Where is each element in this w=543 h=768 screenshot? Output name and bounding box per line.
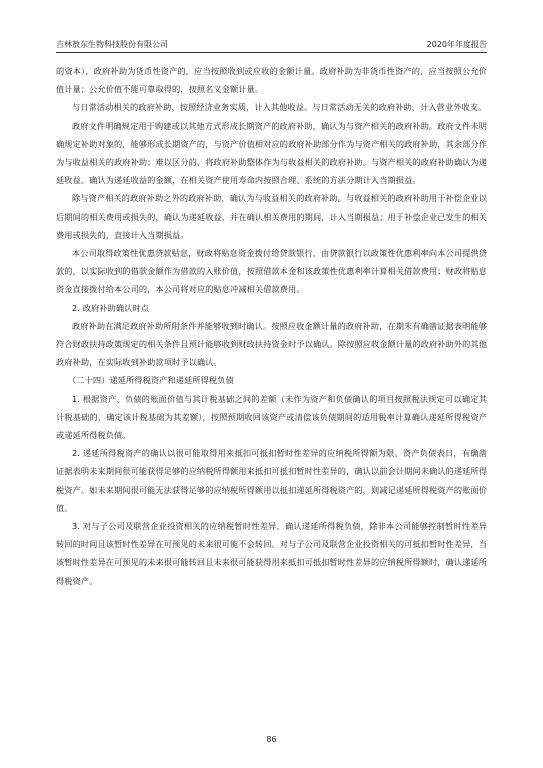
header-report-title: 2020年年度报告 [426,40,487,49]
paragraph: 与日常活动相关的政府补助，按照经济业务实质，计入其他收益。与日常活动无关的政府补助，计入营业外收支。 [72,102,487,113]
paragraph: 政府文件明确规定用于购建或以其他方式形成长期资产的政府补助，确认为与资产相关的政府补助。政府文件未明确规定补助对象的，能够形成长期资产的，与资产价值相对应的政府补助部分作为与资产相关的政府补助，其余部分作为与收益相关的政府补助；难以区分的，将政府补助整体作为与收益相关的政府补助。与资产相关的政府补助确认为递延收益。确认为递延收益的金额，在相关资产使用寿命内按照合理、系统的方法分期计入当期损益。 [56,120,487,186]
document-body [56,62,487,590]
header-company-name: 吉林敖东生物科技股份有限公司 [56,40,168,49]
page-header [56,36,487,53]
paragraph: 本公司取得政策性优惠贷款贴息，财政将贴息资金拨付给贷款银行，由贷款银行以政策性优惠利率向本公司提供贷款的，以实际收到的借款金额作为借款的入账价值，按照借款本金和该政策性优惠利率计算相关借款费用；财政将贴息资金直接拨付给本公司的，本公司将对应的贴息冲减相关借款费用。 [56,248,487,295]
page-number: 86 [266,735,277,744]
paragraph: 2. 政府补助确认时点 [72,302,150,313]
section-heading: （二十四）递延所得税资产和递延所得税负债 [68,375,234,386]
paragraph: 1. 根据资产、负债的账面价值与其计税基础之间的差额（未作为资产和负债确认的项目按照税法规定可以确定其计税基础的，确定该计税基础为其差额），按照预期收回该资产或清偿该负债期间的适用税率计算确认递延所得税资产或递延所得税负债。 [56,393,487,441]
paragraph: 2. 递延所得税资产的确认以很可能取得用来抵扣可抵扣暂时性差异的应纳税所得额为限。资产负债表日，有确凿证据表明未来期间很可能获得足够的应纳税所得额用来抵扣可抵扣暂时性差异的，确认以前会计期间未确认的递延所得税资产。如未来期间很可能无法获得足够的应纳税所得额用以抵扣递延所得税资产的，则减记递延所得税资产的账面价值。 [56,448,487,513]
paragraph: 的资本），政府补助为货币性资产的，应当按照收到或应收的金额计量。政府补助为非货币性资产的，应当按照公允价值计量；公允价值不能可靠取得的，按照名义金额计量。 [56,66,487,95]
paragraph: 除与资产相关的政府补助之外的政府补助，确认为与收益相关的政府补助。与收益相关的政府补助用于补偿企业以后期间的相关费用或损失的，确认为递延收益，并在确认相关费用的期间，计入当期损益；用于补偿企业已发生的相关费用或损失的，直接计入当期损益。 [56,193,487,240]
paragraph: 3. 对与子公司及联营企业投资相关的应纳税暂时性差异，确认递延所得税负债，除非本公司能够控制暂时性差异转回的时间且该暂时性差异在可预见的未来很可能不会转回。对与子公司及联营企业投资相关的可抵扣暂时性差异，当该暂时性差异在可预见的未来很可能转回且未来很可能获得用来抵扣可抵扣暂时性差异的应纳税所得额时，确认递延所得税资产。 [56,521,487,586]
paragraph: 政府补助在满足政府补助所附条件并能够收到时确认。按照应收金额计量的政府补助，在期末有确凿证据表明能够符合财政扶持政策规定的相关条件且预计能够收到财政扶持资金时予以确认。除按照应收金额计量的政府补助外的其他政府补助，在实际收到补助款项时予以确认。 [56,320,487,368]
